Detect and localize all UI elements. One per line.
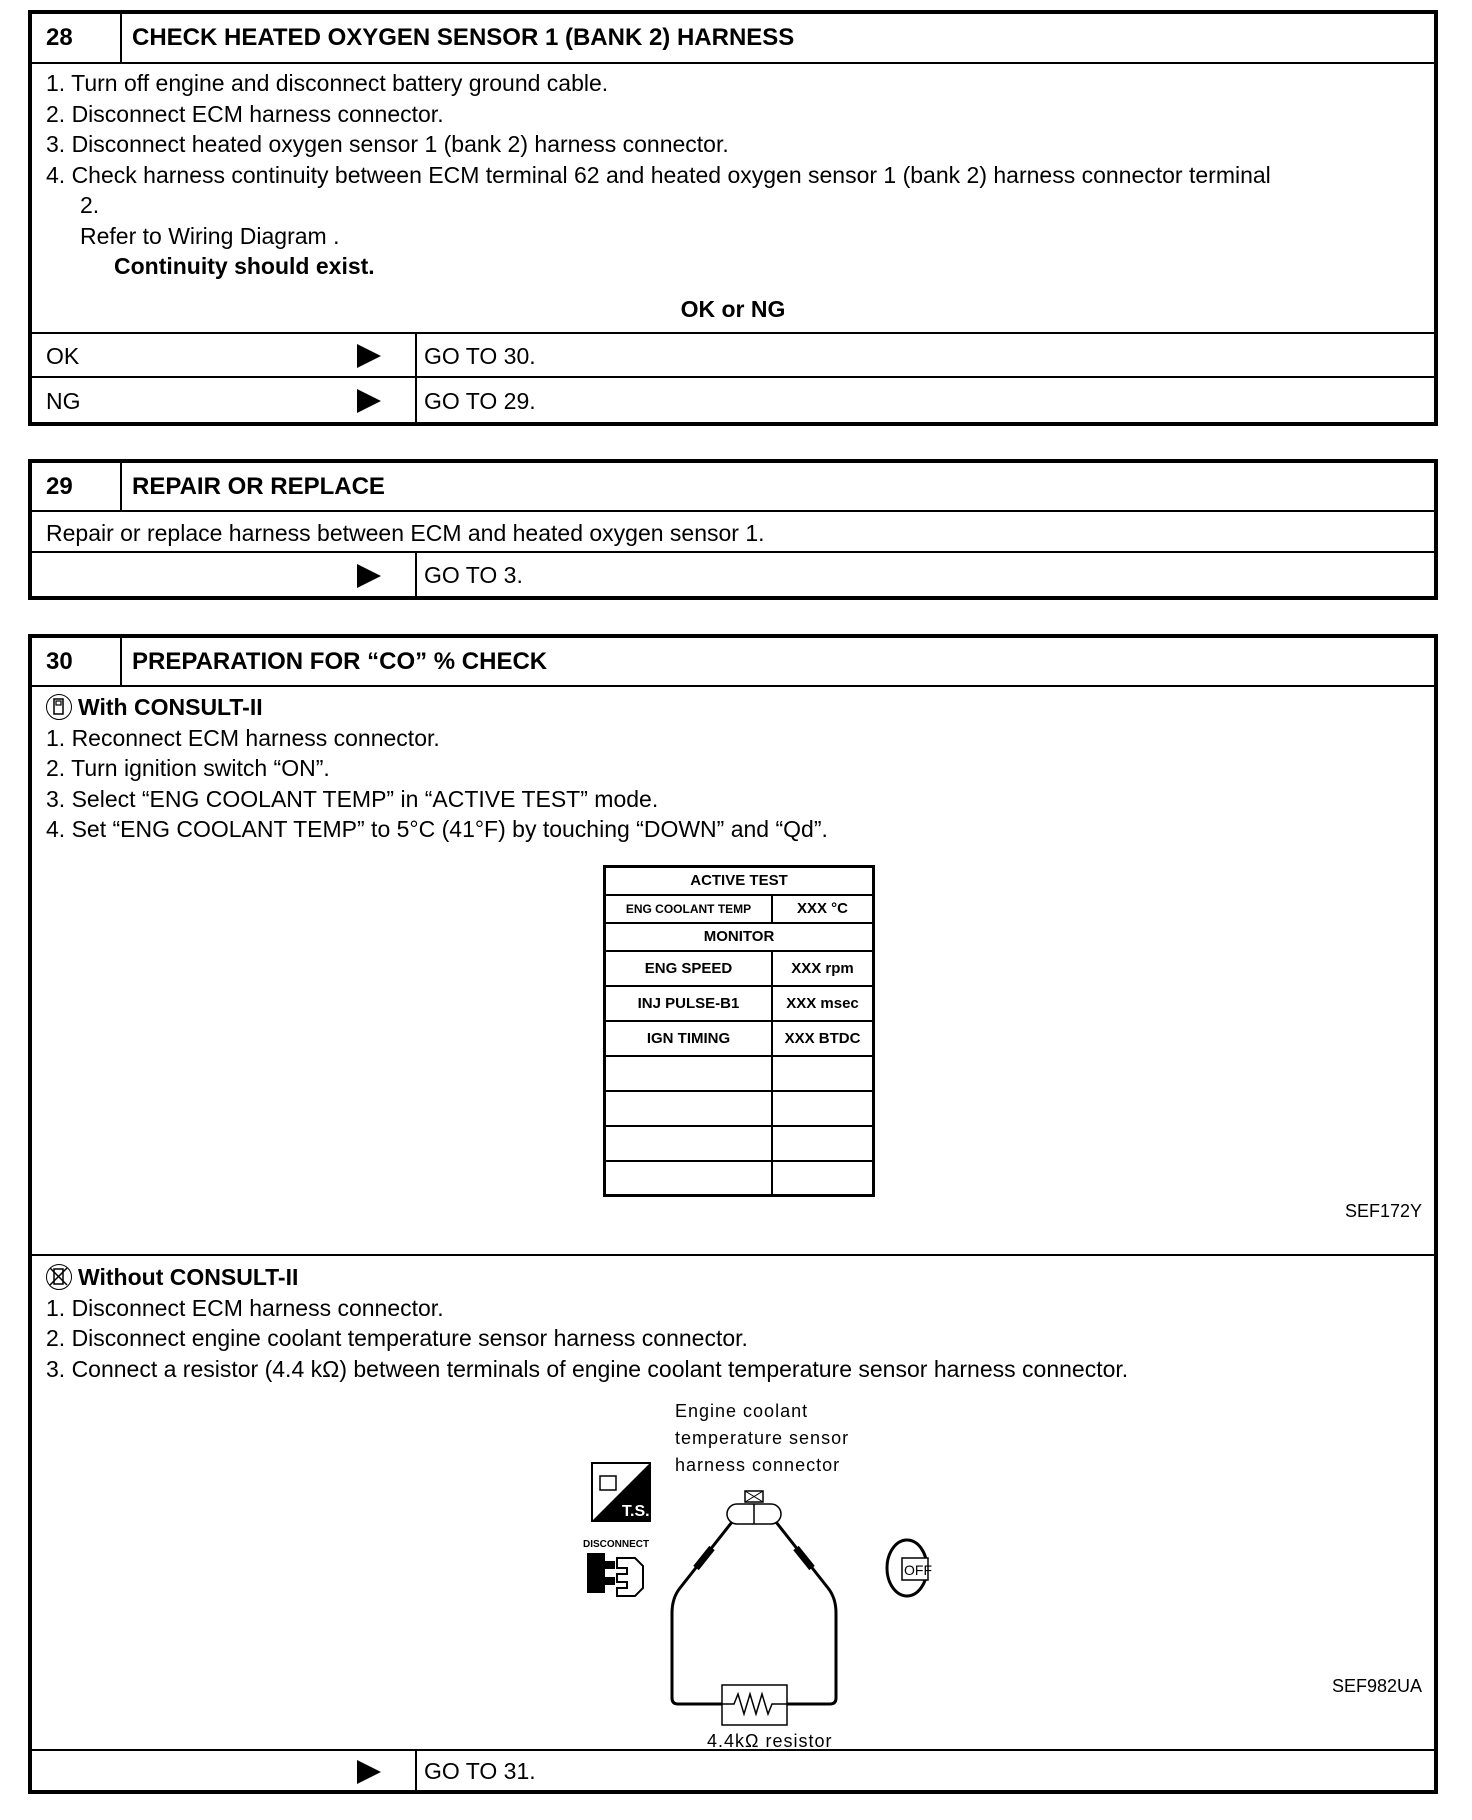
wiring-diagram-graphic bbox=[562, 1398, 962, 1728]
step-29-text: Repair or replace harness between ECM and heated oxygen sensor 1. bbox=[46, 520, 765, 546]
with-consult-section bbox=[46, 692, 828, 845]
monitor-item bbox=[605, 1126, 773, 1161]
instruction-line: 2. Disconnect engine coolant temperature sensor harness connector. bbox=[46, 1325, 748, 1351]
step-30-header bbox=[32, 638, 1434, 687]
arrow-right-icon bbox=[357, 389, 381, 413]
active-test-screen bbox=[603, 865, 875, 1197]
ignition-off-icon bbox=[887, 1540, 932, 1596]
arrow-right-icon bbox=[357, 1760, 381, 1784]
instruction-line: 3. Connect a resistor (4.4 kΩ) between terminals of engine coolant temperature sensor harness connector. bbox=[46, 1355, 1129, 1382]
monitor-value bbox=[772, 1161, 874, 1196]
resistor-label: 4.4kΩ resistor bbox=[707, 1731, 833, 1751]
instruction-line: 1. Reconnect ECM harness connector. bbox=[46, 724, 440, 751]
svg-text:DISCONNECT: DISCONNECT bbox=[583, 1539, 650, 1550]
goto-link[interactable]: GO TO 29. bbox=[424, 387, 536, 414]
monitor-item bbox=[605, 1161, 773, 1196]
step-29-box bbox=[28, 459, 1438, 600]
goto-row[interactable] bbox=[32, 551, 1434, 598]
figure-code: SEF172Y bbox=[1344, 1201, 1422, 1221]
goto-link[interactable]: GO TO 31. bbox=[424, 1758, 536, 1784]
figure-code: SEF982UA bbox=[1331, 1676, 1422, 1696]
monitor-item: INJ PULSE-B1 bbox=[605, 986, 773, 1021]
ts-icon bbox=[592, 1463, 650, 1521]
step-number: 28 bbox=[32, 14, 122, 62]
monitor-value bbox=[772, 1126, 874, 1161]
without-consult-heading: Without CONSULT-II bbox=[78, 1264, 299, 1290]
no-consult-icon bbox=[46, 1264, 72, 1290]
step-29-header bbox=[32, 463, 1434, 512]
monitor-value bbox=[772, 1056, 874, 1091]
monitor-value bbox=[772, 1091, 874, 1126]
step-28-box bbox=[28, 10, 1438, 426]
goto-link[interactable]: GO TO 3. bbox=[424, 562, 523, 588]
instruction-line: 2. bbox=[80, 192, 100, 218]
without-consult-section bbox=[46, 1262, 1128, 1384]
step-title: PREPARATION FOR “CO” % CHECK bbox=[132, 647, 548, 675]
instruction-line: 4. Check harness continuity between ECM terminal 62 and heated oxygen sensor 1 (bank 2) harness connector terminal bbox=[46, 161, 1271, 188]
instruction-line: 3. Select “ENG COOLANT TEMP” in “ACTIVE TEST” mode. bbox=[46, 785, 659, 812]
result-label: NG bbox=[46, 387, 81, 414]
monitor-item: IGN TIMING bbox=[605, 1021, 773, 1056]
goto-link[interactable]: GO TO 30. bbox=[424, 342, 536, 369]
monitor-item bbox=[605, 1091, 773, 1126]
screen-title: ACTIVE TEST bbox=[605, 867, 874, 895]
step-number: 29 bbox=[32, 463, 122, 510]
ok-ng-prompt: OK or NG bbox=[680, 296, 786, 322]
instruction-line: 3. Disconnect heated oxygen sensor 1 (bank 2) harness connector. bbox=[46, 131, 729, 157]
monitor-value: XXX rpm bbox=[772, 951, 874, 986]
step-number: 30 bbox=[32, 638, 122, 685]
wiring-diagram-link[interactable]: Refer to Wiring Diagram . bbox=[80, 222, 340, 249]
result-row-ok[interactable] bbox=[32, 332, 1434, 378]
instruction-line: 2. Turn ignition switch “ON”. bbox=[46, 755, 330, 781]
resistor-diagram bbox=[562, 1398, 962, 1751]
connector-label: Engine coolant temperature sensor harness connector bbox=[675, 1401, 850, 1475]
step-28-instructions bbox=[46, 68, 1271, 282]
svg-text:T.S.: T.S. bbox=[622, 1503, 650, 1520]
spec-text: Continuity should exist. bbox=[114, 253, 375, 279]
step-title: CHECK HEATED OXYGEN SENSOR 1 (BANK 2) HARNESS bbox=[132, 24, 795, 51]
result-row-ng[interactable] bbox=[32, 376, 1434, 424]
step-28-header bbox=[32, 14, 1434, 64]
svg-text:OFF: OFF bbox=[904, 1562, 932, 1578]
step-30-box bbox=[28, 634, 1438, 1794]
test-value: XXX °C bbox=[772, 895, 874, 923]
monitor-item: ENG SPEED bbox=[605, 951, 773, 986]
test-item: ENG COOLANT TEMP bbox=[605, 895, 773, 923]
instruction-line: 1. Turn off engine and disconnect battery ground cable. bbox=[46, 70, 609, 96]
goto-row[interactable] bbox=[32, 1749, 1434, 1792]
consult-tool-icon bbox=[46, 694, 72, 720]
monitor-value: XXX BTDC bbox=[772, 1021, 874, 1056]
section-divider bbox=[32, 1254, 1434, 1256]
monitor-value: XXX msec bbox=[772, 986, 874, 1021]
instruction-line: 1. Disconnect ECM harness connector. bbox=[46, 1294, 444, 1321]
result-label: OK bbox=[46, 342, 80, 369]
arrow-right-icon bbox=[357, 344, 381, 368]
monitor-title: MONITOR bbox=[605, 923, 874, 951]
step-title: REPAIR OR REPLACE bbox=[132, 472, 385, 500]
instruction-line: 2. Disconnect ECM harness connector. bbox=[46, 100, 444, 127]
monitor-item bbox=[605, 1056, 773, 1091]
instruction-line: 4. Set “ENG COOLANT TEMP” to 5°C (41°F) by touching “DOWN” and “Qd”. bbox=[46, 816, 828, 842]
with-consult-heading: With CONSULT-II bbox=[78, 694, 263, 720]
arrow-right-icon bbox=[357, 564, 381, 588]
